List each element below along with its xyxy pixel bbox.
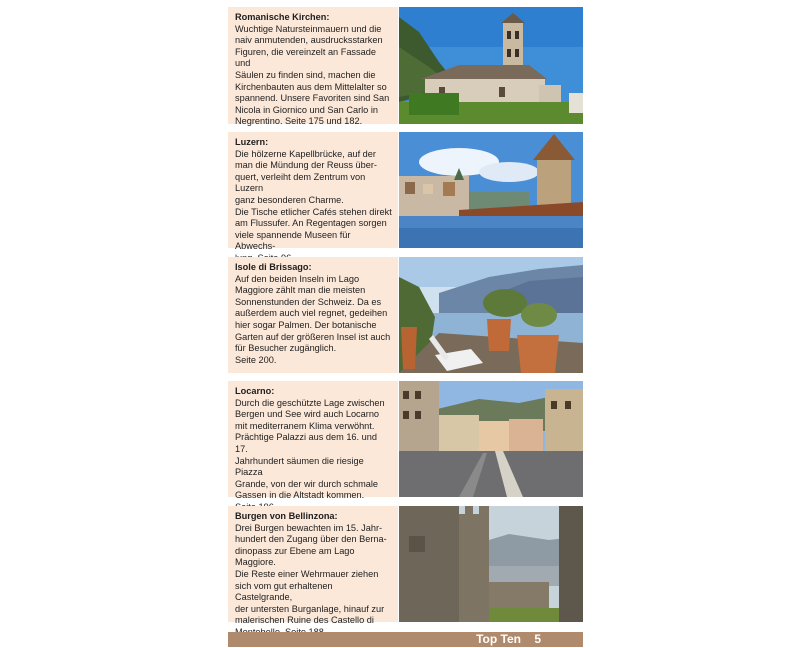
entry-body: Wuchtige Natursteinmauern und die naiv anmutenden, ausdrucksstarken Figuren, die vereinzelt an Fassade und Säulen zu finden sind, machen die Kirchenbauten aus dem Mittelalter so spannend. Unsere Favoriten sind San Nicola in Giornico und San Carlo in Negrentino. Seite 175 und 182. <box>235 23 390 127</box>
entry-isole-di-brissago <box>228 257 583 373</box>
entry-romanische-kirchen <box>228 7 583 127</box>
footer-section-label: Top Ten <box>476 632 521 646</box>
entry-text-box <box>228 381 398 501</box>
entry-text-box <box>228 132 398 252</box>
entry-body: Durch die geschützte Lage zwischen Bergen und See wird auch Locarno mit mediterranem Klima verwöhnt. Prächtige Palazzi aus dem 16. und 17. Jahrhundert säumen die riesige Piazza Grande, von der wir durch schmale Gassen in die Altstadt kommen. <box>235 397 385 501</box>
entry-body: Drei Burgen bewachten im 15. Jahr- hundert den Zugang über den Berna- dinopass zur Ebene am Lago Maggiore. Die Reste einer Wehrmauer ziehen sich vom gut erhaltenen Castelgrande, der untersten Burganlage, hinauf zur malerischen Ruine des Castello di <box>235 522 387 626</box>
page-footer <box>228 632 583 647</box>
church-photo <box>399 7 583 124</box>
entry-title: Burgen von Bellinzona: <box>235 511 338 521</box>
entry-title: Luzern: <box>235 137 269 147</box>
luzern-chapel-bridge-photo <box>399 132 583 248</box>
locarno-piazza-grande-photo <box>399 381 583 497</box>
entry-locarno <box>228 381 583 501</box>
entry-body: Die hölzerne Kapellbrücke, auf der man die Mündung der Reuss über- quert, verleiht dem Zentrum von Luzern ganz besonderen Charme. Die Tische etlicher Cafés stehen direkt am Flussufer. An Regentagen sorgen viele spannende Museen für Abwechs- <box>235 148 392 252</box>
entry-title: Romanische Kirchen: <box>235 12 330 22</box>
entry-title: Locarno: <box>235 386 275 396</box>
entry-burgen-von-bellinzona <box>228 506 583 626</box>
bellinzona-castles-photo <box>399 506 583 622</box>
entry-text-box <box>228 506 398 626</box>
entry-text-box <box>228 257 398 373</box>
entry-title: Isole di Brissago: <box>235 262 312 272</box>
brissago-islands-photo <box>399 257 583 373</box>
page-number: 5 <box>534 632 541 646</box>
entry-text-box <box>228 7 398 127</box>
entry-luzern <box>228 132 583 252</box>
entry-body: Auf den beiden Inseln im Lago Maggiore zählt man die meisten Sonnenstunden der Schweiz. Da es außerdem auch viel regnet, gedeihen hier sogar Palmen. Der botanische Garten auf der größeren Insel ist auch für Besucher zugänglich. Seite 200. <box>235 273 391 365</box>
